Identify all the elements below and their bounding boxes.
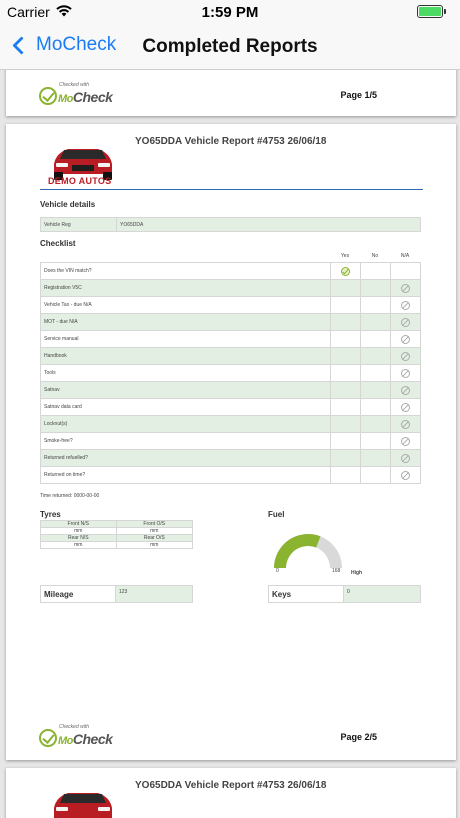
mocheck-logo: Checked with MoCheck [39, 724, 101, 750]
fuel-max-label: 168 [332, 568, 341, 574]
checklist-item-label: Does the VIN match? [41, 263, 331, 280]
checklist-cell-na [391, 280, 421, 297]
header-no: No [371, 253, 379, 259]
header-na: N/A [400, 253, 410, 259]
checklist-item-label: Returned refuelled? [41, 450, 331, 467]
checklist-cell-na [391, 263, 421, 280]
checklist-table [40, 262, 421, 484]
checklist-item-label: Tools [41, 365, 331, 382]
checklist-cell-no [361, 416, 391, 433]
keys-value: 0 [344, 586, 420, 602]
checklist-row [41, 314, 421, 331]
fuel-title: Fuel [268, 510, 285, 519]
checklist-row [41, 280, 421, 297]
checklist-item-label: Smoke-free? [41, 433, 331, 450]
check-circle-icon [39, 87, 57, 105]
report-page-2 [6, 124, 456, 760]
not-applicable-icon [401, 301, 410, 310]
not-applicable-icon [401, 284, 410, 293]
checklist-cell-na [391, 433, 421, 450]
checklist-cell-no [361, 467, 391, 484]
checklist-row [41, 450, 421, 467]
dealer-name: DEMO AUTOS [48, 176, 112, 186]
checklist-cell-yes [331, 450, 361, 467]
mileage-box [40, 585, 193, 603]
report-title: YO65DDA Vehicle Report #4753 26/06/18 [135, 136, 327, 147]
check-circle-icon [341, 267, 350, 276]
not-applicable-icon [401, 403, 410, 412]
tyre-cell: mm [41, 542, 117, 549]
checklist-cell-yes [331, 382, 361, 399]
checklist-cell-yes [331, 314, 361, 331]
report-list[interactable] [0, 70, 460, 818]
checklist-cell-no [361, 450, 391, 467]
tyre-cell: Rear O/S [116, 535, 192, 542]
checklist-row [41, 331, 421, 348]
tyres-row [41, 535, 193, 542]
checklist-cell-na [391, 467, 421, 484]
checklist-cell-no [361, 365, 391, 382]
tyre-cell: mm [116, 528, 192, 535]
checklist-cell-yes [331, 416, 361, 433]
fuel-min-label: 0 [276, 568, 279, 574]
page-footer [6, 724, 456, 754]
page-number: Page 1/5 [340, 90, 377, 100]
checklist-cell-na [391, 331, 421, 348]
checklist-cell-no [361, 399, 391, 416]
tyres-row [41, 528, 193, 535]
tyres-title: Tyres [40, 510, 61, 519]
not-applicable-icon [401, 369, 410, 378]
checklist-row [41, 263, 421, 280]
not-applicable-icon [401, 471, 410, 480]
checklist-cell-no [361, 280, 391, 297]
checklist-cell-yes [331, 280, 361, 297]
report-page-3 [6, 768, 456, 818]
not-applicable-icon [401, 386, 410, 395]
page-footer [6, 82, 456, 112]
keys-label: Keys [269, 586, 344, 602]
page-title: Completed Reports [142, 36, 318, 57]
checklist-cell-na [391, 365, 421, 382]
checklist-item-label: Handbook [41, 348, 331, 365]
checklist-item-label: Returned on time? [41, 467, 331, 484]
tyres-row [41, 542, 193, 549]
checklist-row [41, 416, 421, 433]
checklist-row [41, 399, 421, 416]
checklist-item-label: Locknut(s) [41, 416, 331, 433]
checklist-item-label: Vehicle Tax - due N/A [41, 297, 331, 314]
checklist-title: Checklist [40, 239, 76, 248]
keys-box [268, 585, 421, 603]
checklist-cell-yes [331, 467, 361, 484]
checklist-cell-no [361, 331, 391, 348]
checklist-cell-no [361, 433, 391, 450]
carrier-label: Carrier [7, 4, 50, 20]
checklist-item-label: Registration V5C [41, 280, 331, 297]
checklist-cell-na [391, 399, 421, 416]
checklist-cell-no [361, 348, 391, 365]
checklist-item-label: Satnav [41, 382, 331, 399]
checklist-row [41, 433, 421, 450]
checklist-item-label: Service manual [41, 331, 331, 348]
checklist-cell-na [391, 450, 421, 467]
battery-icon [417, 5, 443, 18]
checklist-cell-yes [331, 263, 361, 280]
checklist-cell-na [391, 416, 421, 433]
checklist-row [41, 297, 421, 314]
vehicle-reg-value: YO65DDA [117, 218, 421, 232]
checklist-cell-yes [331, 348, 361, 365]
car-logo-icon [48, 778, 118, 818]
tyre-cell: mm [41, 528, 117, 535]
checklist-cell-no [361, 263, 391, 280]
checklist-cell-yes [331, 399, 361, 416]
checklist-row [41, 467, 421, 484]
not-applicable-icon [401, 420, 410, 429]
checklist-cell-yes [331, 433, 361, 450]
page-number: Page 2/5 [340, 732, 377, 742]
not-applicable-icon [401, 318, 410, 327]
tyre-cell: mm [116, 542, 192, 549]
tyre-cell: Front N/S [41, 521, 117, 528]
status-bar [0, 0, 460, 24]
mileage-value: 123 [116, 586, 192, 602]
header-yes: Yes [340, 253, 350, 259]
checklist-row [41, 348, 421, 365]
vehicle-reg-label: Vehicle Reg [41, 218, 117, 232]
checklist-item-label: MOT - due N/A [41, 314, 331, 331]
checklist-row [41, 382, 421, 399]
report-title: YO65DDA Vehicle Report #4753 26/06/18 [135, 780, 327, 791]
checklist-cell-na [391, 297, 421, 314]
back-button-label: MoCheck [36, 34, 117, 55]
checklist-cell-no [361, 382, 391, 399]
divider [40, 189, 423, 190]
fuel-gauge [268, 524, 348, 574]
check-circle-icon [39, 729, 57, 747]
checklist-cell-na [391, 314, 421, 331]
tyre-cell: Rear N/S [41, 535, 117, 542]
not-applicable-icon [401, 437, 410, 446]
not-applicable-icon [401, 335, 410, 344]
tyres-table [40, 520, 193, 549]
not-applicable-icon [401, 352, 410, 361]
checklist-cell-na [391, 348, 421, 365]
mocheck-logo: Checked with MoCheck [39, 82, 101, 108]
checklist-cell-no [361, 297, 391, 314]
checklist-cell-yes [331, 365, 361, 382]
checklist-cell-yes [331, 331, 361, 348]
vehicle-details-table [40, 217, 421, 232]
time-returned: Time returned: 0000-00-00 [40, 493, 100, 499]
table-row [41, 218, 421, 232]
navigation-bar [0, 24, 460, 70]
mileage-label: Mileage [41, 586, 116, 602]
checklist-cell-na [391, 382, 421, 399]
clock: 1:59 PM [201, 4, 259, 21]
vehicle-details-title: Vehicle details [40, 200, 96, 209]
not-applicable-icon [401, 454, 410, 463]
checklist-cell-yes [331, 297, 361, 314]
tyres-row [41, 521, 193, 528]
checklist-row [41, 365, 421, 382]
report-page-1 [6, 70, 456, 116]
tyre-cell: Front O/S [116, 521, 192, 528]
checklist-item-label: Satnav data card [41, 399, 331, 416]
checklist-cell-no [361, 314, 391, 331]
fuel-level-label: High [351, 570, 363, 576]
